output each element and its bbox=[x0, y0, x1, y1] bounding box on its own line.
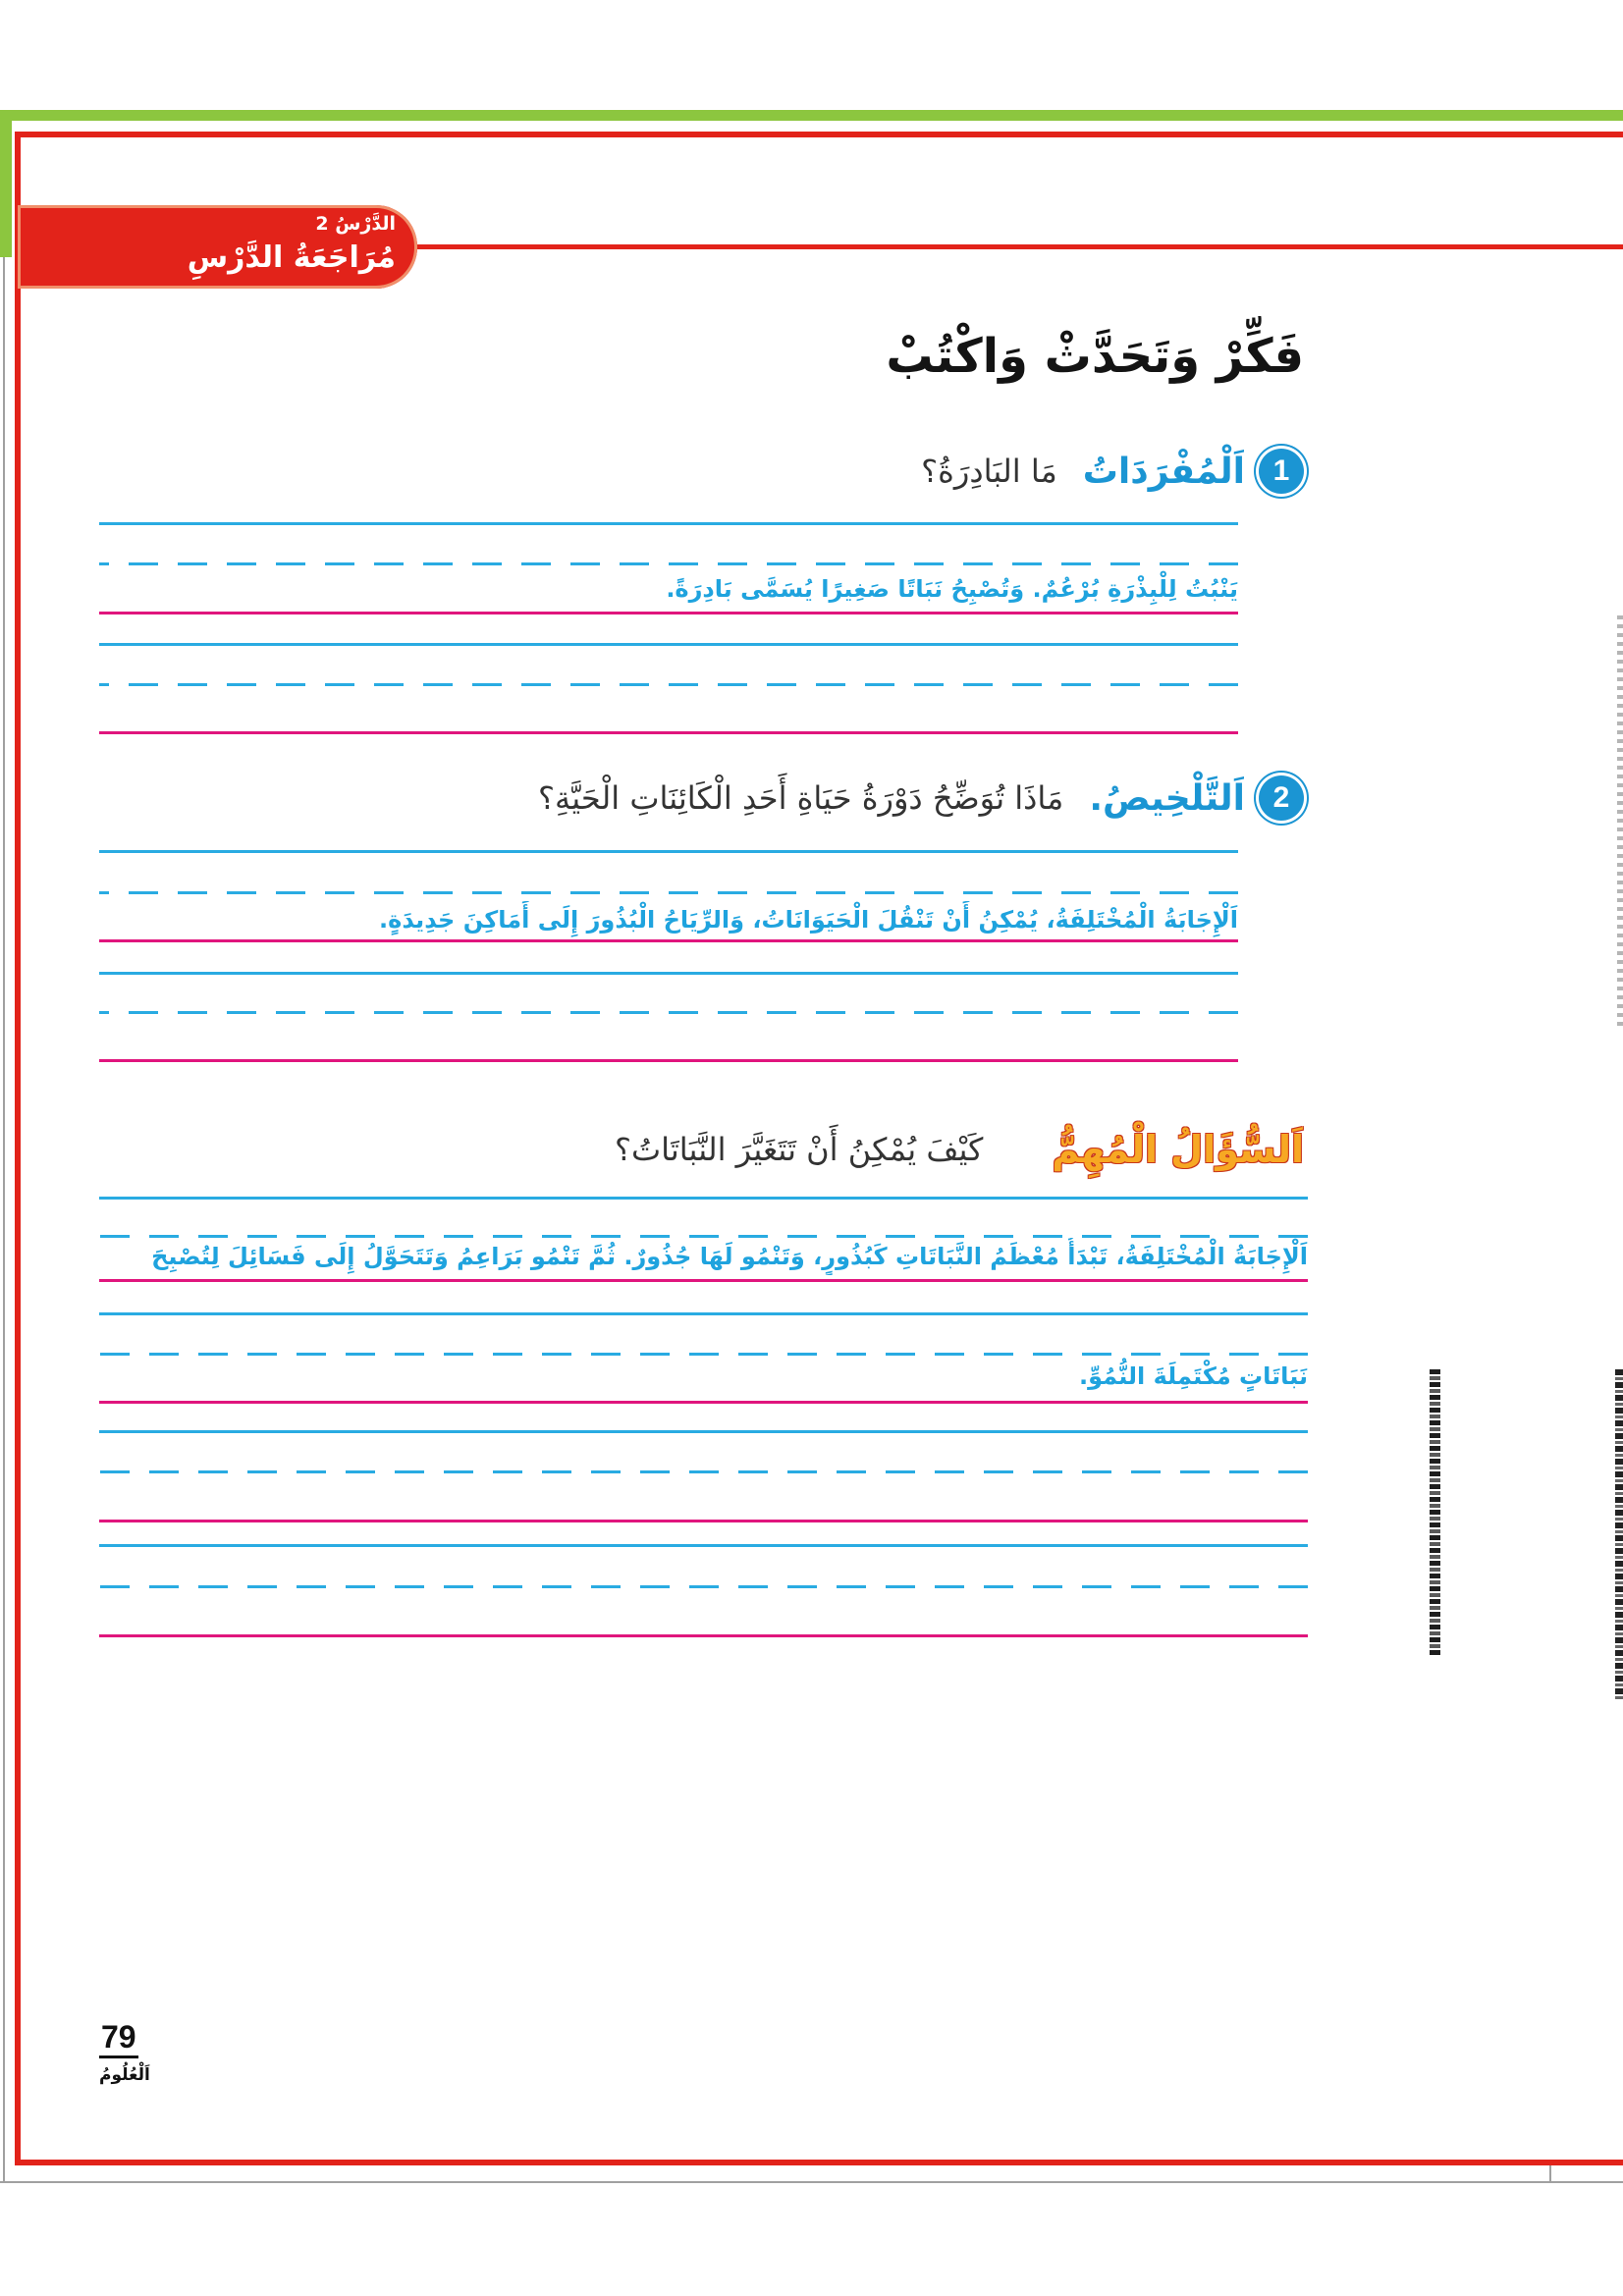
question-number-badge: 2 bbox=[1259, 775, 1304, 821]
frame-bottom-border bbox=[15, 2160, 1623, 2165]
ruling-line-top bbox=[99, 972, 1238, 975]
top-green-bar bbox=[0, 110, 1623, 121]
page-edge-line-left bbox=[3, 257, 5, 2183]
frame-left-border bbox=[15, 132, 21, 2165]
ruling-line-top bbox=[99, 1197, 1308, 1200]
ruling-line-dashed bbox=[99, 1011, 1238, 1014]
ruling-line-baseline bbox=[99, 731, 1238, 734]
question-heading: اَلتَّلْخِيصُ. bbox=[1089, 777, 1245, 819]
ruling-line-dashed bbox=[99, 683, 1238, 686]
ruling-line-top bbox=[99, 1544, 1308, 1547]
answer-text-line: نَبَاتَاتٍ مُكْتَمِلَةَ النُّمُوِّ. bbox=[1078, 1362, 1308, 1390]
essential-question-prompt: كَيْفَ يُمْكِنُ أَنْ تَتَغَيَّرَ النَّبَاتَاتُ؟ bbox=[615, 1131, 984, 1168]
question-1-row bbox=[921, 444, 1304, 499]
ruling-line-dashed bbox=[99, 891, 1238, 894]
ruling-line-baseline bbox=[99, 612, 1238, 614]
ruling-line-top bbox=[99, 1430, 1308, 1433]
essential-question-label: اَلسُّؤَالُ الْمُهِمُّ bbox=[1052, 1128, 1304, 1171]
lesson-review-tab bbox=[18, 205, 417, 289]
subject-label: اَلْعُلُومُ bbox=[99, 2065, 150, 2085]
ruling-line-top bbox=[99, 522, 1238, 525]
question-prompt: مَاذَا تُوَضِّحُ دَوْرَةُ حَيَاةِ أَحَدِ الْكَائِنَاتِ الْحَيَّةِ؟ bbox=[538, 779, 1064, 817]
ruling-line-baseline bbox=[99, 1520, 1308, 1522]
green-corner-strip bbox=[0, 110, 12, 257]
ruling-line-dashed bbox=[99, 1470, 1308, 1473]
page-edge-line-bottom bbox=[0, 2181, 1623, 2183]
ruling-line-top bbox=[99, 1312, 1308, 1315]
ruling-line-baseline bbox=[99, 1279, 1308, 1282]
lesson-review-title: مُرَاجَعَةُ الدَّرْسِ bbox=[187, 240, 396, 275]
ruling-line-dashed bbox=[99, 562, 1238, 565]
ruling-line-baseline bbox=[99, 1634, 1308, 1637]
ruling-line-baseline bbox=[99, 1059, 1238, 1062]
copyright-vertical-strip bbox=[1430, 1369, 1440, 1655]
frame-top-border bbox=[15, 132, 1623, 137]
faint-vertical-strip-edge bbox=[1617, 615, 1623, 1026]
question-2-row bbox=[538, 771, 1304, 826]
answer-text-line: يَنْبُتُ لِلْبِذْرَةِ بُرْعُمٌ. وَتُصْبِحُ نَبَاتًا صَغِيرًا يُسَمَّى بَادِرَةً. bbox=[666, 575, 1238, 603]
ruling-line-dashed bbox=[99, 1353, 1308, 1356]
ruling-line-dashed bbox=[99, 1585, 1308, 1588]
ruling-line-baseline bbox=[99, 1401, 1308, 1404]
answer-text-line: اَلْإِجَابَةُ الْمُخْتَلِفَةُ، تَبْدَأُ مُعْظَمُ النَّبَاتَاتِ كَبُذُورٍ، وَتَنْمُو لَهَا جُذُورٌ. ثُمَّ تَنْمُو بَرَاعِمُ وَتَتَحَوَّلُ إِلَى فَسَائِلَ لِتُصْبِحَ bbox=[151, 1243, 1308, 1270]
lesson-number-label: الدَّرْسُ 2 bbox=[315, 213, 396, 235]
question-heading: اَلْمُفْرَدَاتُ bbox=[1082, 451, 1245, 492]
ruling-line-top bbox=[99, 643, 1238, 646]
ruling-line-top bbox=[99, 850, 1238, 853]
ruling-line-baseline bbox=[99, 939, 1238, 942]
question-number-badge: 1 bbox=[1259, 449, 1304, 494]
page-number: 79 bbox=[99, 2018, 138, 2058]
page-edge-tick bbox=[1549, 2165, 1551, 2183]
question-prompt: مَا البَادِرَةُ؟ bbox=[921, 453, 1057, 490]
copyright-vertical-strip-edge bbox=[1615, 1369, 1623, 1699]
tab-red-rule bbox=[412, 244, 1623, 249]
answer-text-line: اَلْإِجَابَةُ الْمُخْتَلِفَةُ، يُمْكِنُ أَنْ تَنْقُلَ الْحَيَوَانَاتُ، وَالرِّيَاحُ الْبُذُورَ إِلَى أَمَاكِنَ جَدِيدَةٍ. bbox=[379, 906, 1238, 934]
page-title: فَكِّرْ وَتَحَدَّثْ وَاكْتُبْ bbox=[886, 329, 1304, 384]
essential-question-row bbox=[615, 1122, 1304, 1177]
